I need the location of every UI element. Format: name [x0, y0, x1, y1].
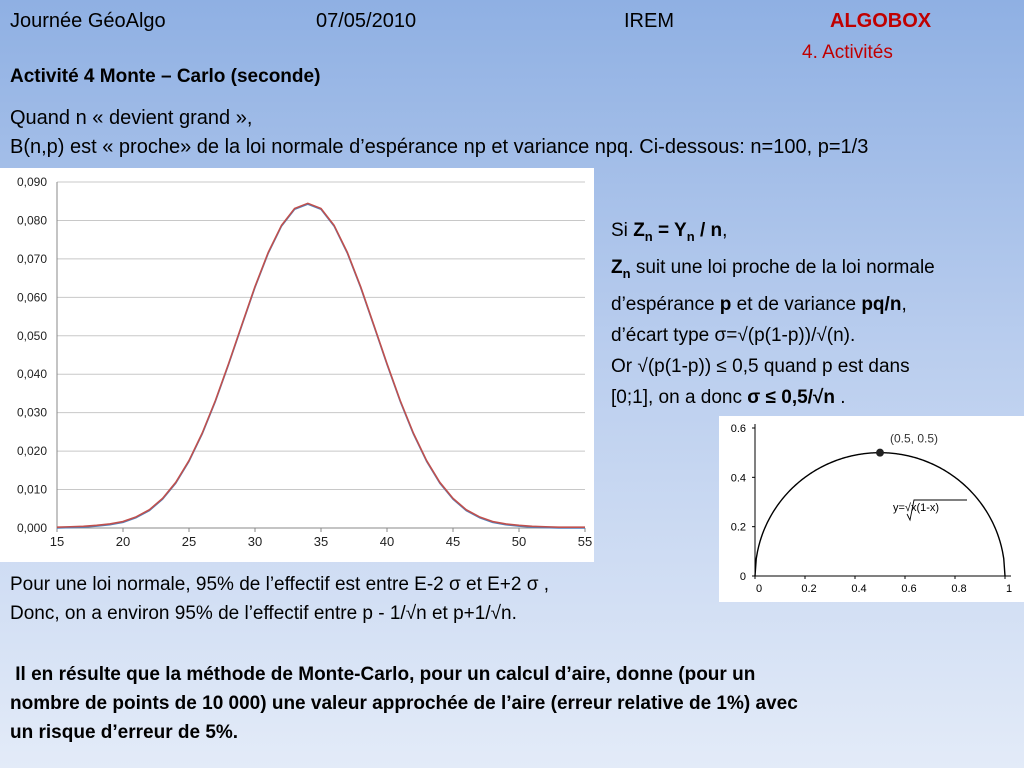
header-brand: ALGOBOX [830, 10, 932, 32]
point-label: (0.5, 0.5) [889, 431, 939, 446]
y-tick-label: 0,070 [16, 251, 47, 266]
y-tick-label: 0,000 [16, 521, 47, 535]
max-point [876, 449, 884, 457]
rt2-sub: n [622, 265, 631, 281]
section-label: 4. Activités [802, 42, 893, 63]
series-line [57, 204, 585, 528]
rt-eq: = Y [652, 220, 687, 241]
y-tick-label: 0,030 [16, 405, 47, 420]
y-tick-label: 0,010 [16, 482, 47, 497]
rt-div: / n [694, 220, 723, 241]
rt3-p: p [719, 293, 732, 315]
x-tick-label: 0.8 [951, 583, 967, 595]
rt3-b: et de variance [731, 293, 862, 315]
conclusion-text [10, 660, 798, 747]
x-tick-label: 15 [49, 534, 65, 549]
rt6-b: σ ≤ 0,5/√n [747, 386, 835, 408]
rt-z-sub: n [644, 228, 653, 244]
semicircle-curve [755, 453, 1005, 576]
right-line-5: Or √(p(1-p)) ≤ 0,5 quand p est dans [611, 355, 910, 377]
x-tick-label: 40 [379, 534, 395, 549]
rt3-pq: pq/n [861, 293, 902, 315]
middle-line-2: Donc, on a environ 95% de l’effectif entre p - 1/√n et p+1/√n. [10, 603, 517, 624]
intro-line-2: B(n,p) est « proche» de la loi normale d’espérance np et variance npq. Ci-dessous: n=100, p=1/3 [10, 136, 869, 158]
distribution-chart-svg [0, 168, 594, 562]
rt-comma: , [722, 220, 728, 241]
x-tick-label: 0.2 [801, 583, 817, 595]
x-tick-label: 35 [313, 534, 329, 549]
header-event: Journée GéoAlgo [10, 10, 166, 32]
semicircle-chart [719, 416, 1024, 602]
conclusion-line-1: Il en résulte que la méthode de Monte-Carlo, pour un calcul d’aire, donne (pour un [10, 664, 756, 685]
middle-text [10, 570, 549, 628]
right-line-6 [611, 382, 935, 413]
middle-line-1: Pour une loi normale, 95% de l’effectif est entre E-2 σ et E+2 σ , [10, 574, 550, 595]
rt6-a: [0;1], on a donc [611, 386, 748, 408]
conclusion-line-2: nombre de points de 10 000) une valeur approchée de l’aire (erreur relative de 1%) avec [10, 693, 798, 714]
header-date: 07/05/2010 [316, 10, 417, 32]
x-tick-label: 55 [577, 534, 593, 549]
y-tick-label: 0,080 [16, 213, 47, 228]
page-title: Activité 4 Monte – Carlo (seconde) [10, 66, 321, 87]
x-tick-label: 50 [511, 534, 527, 549]
x-tick-label: 0.4 [851, 583, 867, 595]
x-tick-label: 0 [755, 583, 763, 595]
rt3-c: , [901, 293, 907, 315]
right-line-2 [611, 252, 935, 289]
conclusion-line-3: un risque d’erreur de 5%. [10, 722, 239, 743]
x-tick-label: 0.6 [901, 583, 917, 595]
y-tick-label: 0,040 [16, 367, 47, 382]
series-line [57, 203, 585, 527]
intro-text [10, 104, 868, 162]
x-tick-label: 1 [1005, 583, 1013, 595]
rt3-a: d’espérance [611, 293, 720, 315]
right-explanation [611, 215, 935, 413]
y-tick-label: 0.6 [730, 423, 746, 435]
y-tick-label: 0,090 [16, 175, 47, 189]
header-org: IREM [624, 10, 674, 32]
rt6-c: . [834, 386, 846, 408]
semicircle-chart-svg [719, 416, 1024, 602]
x-tick-label: 30 [247, 534, 263, 549]
rt-si: Si [611, 220, 634, 241]
distribution-chart [0, 168, 594, 562]
y-tick-label: 0,050 [16, 328, 47, 343]
curve-label: y=√x(1-x) [893, 502, 940, 514]
intro-line-1: Quand n « devient grand », [10, 107, 253, 129]
rt2-z: Z [611, 256, 623, 278]
y-tick-label: 0,020 [16, 444, 47, 459]
x-tick-label: 20 [115, 534, 131, 549]
y-tick-label: 0,060 [16, 290, 47, 305]
rt-y-sub: n [686, 228, 695, 244]
rt-z: Z [633, 220, 645, 241]
rt2-rest: suit une loi proche de la loi normale [630, 256, 935, 278]
y-tick-label: 0.4 [730, 472, 746, 485]
y-tick-label: 0.2 [730, 521, 746, 534]
x-tick-label: 25 [181, 534, 197, 549]
y-tick-label: 0 [739, 571, 746, 583]
right-line-3 [611, 289, 935, 320]
x-tick-label: 45 [445, 534, 461, 549]
right-line-1 [611, 215, 935, 252]
right-line-4: d’écart type σ=√(p(1-p))/√(n). [611, 324, 856, 346]
